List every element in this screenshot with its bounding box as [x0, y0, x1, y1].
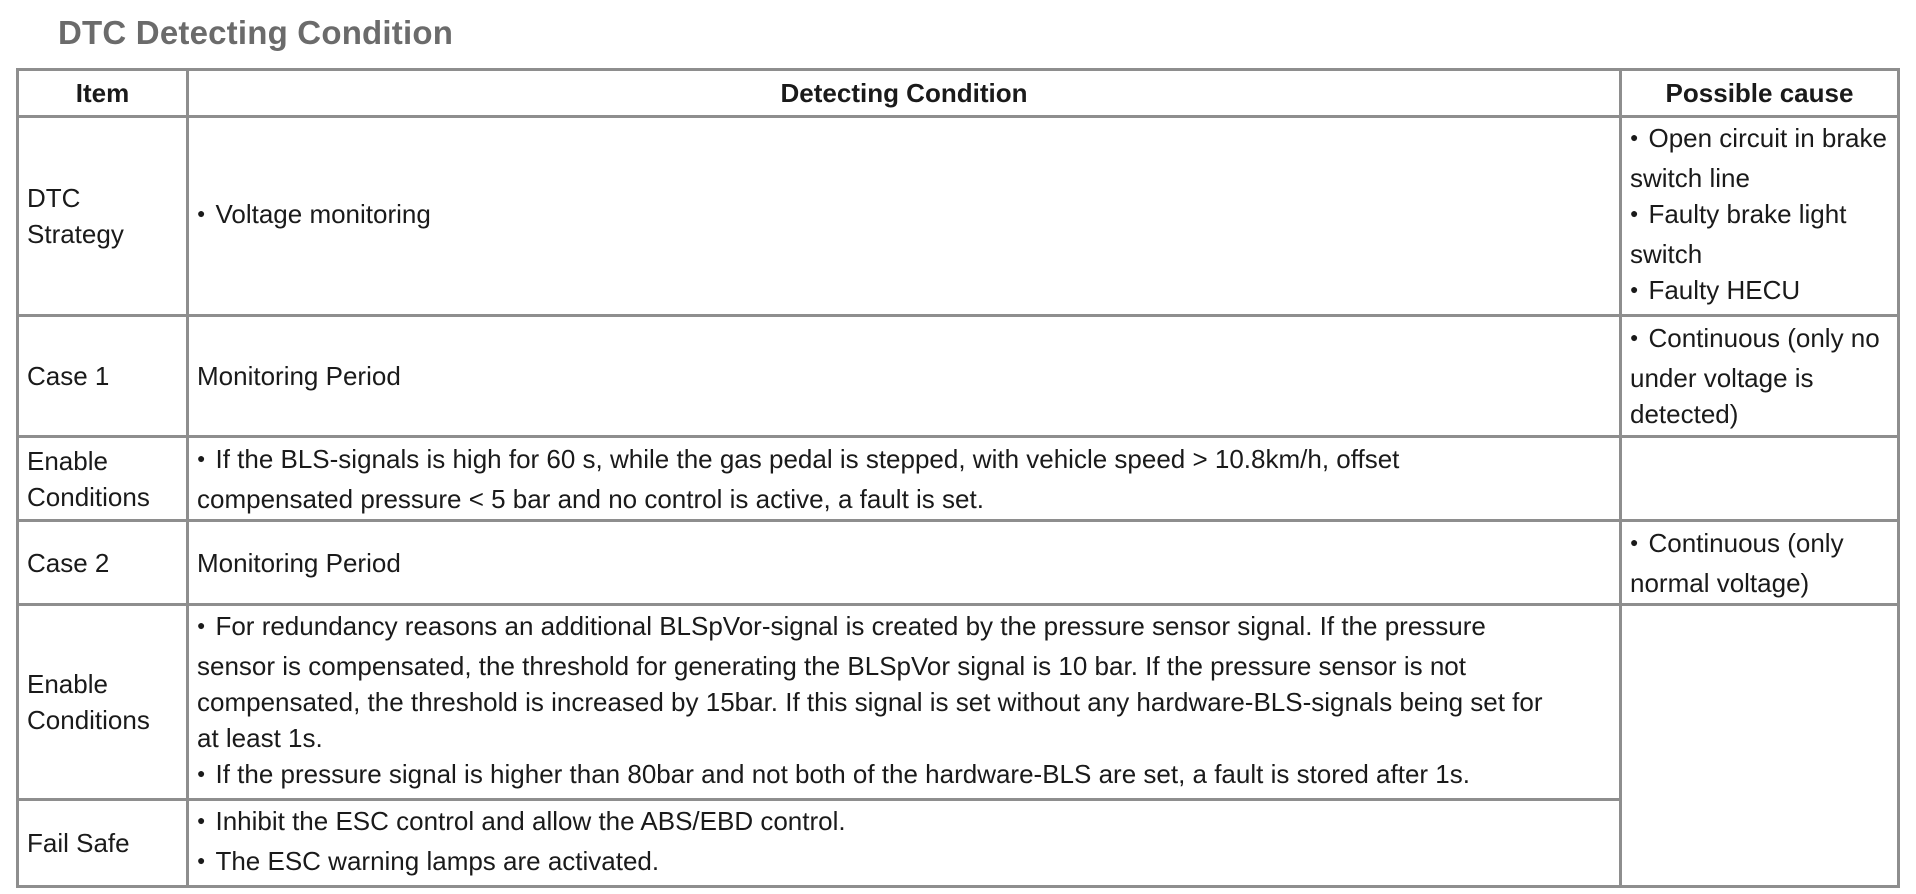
- cause-bullet: ● Continuous (only: [1630, 525, 1889, 565]
- dtc-condition-table: [16, 68, 1900, 888]
- cause-cell-empty: [1621, 437, 1899, 521]
- header-possible-cause: Possible cause: [1621, 70, 1899, 117]
- condition-bullet: ● Inhibit the ESC control and allow the ABS/EBD control.: [197, 803, 1611, 843]
- cause-bullet: ● Faulty brake light: [1630, 196, 1889, 236]
- condition-cell: [188, 437, 1621, 521]
- item-cell: Fail Safe: [18, 800, 188, 887]
- cause-bullet: ● Open circuit in brake: [1630, 120, 1889, 160]
- item-label-line1: Enable: [27, 445, 108, 476]
- header-item: Item: [18, 70, 188, 117]
- cause-cell: [1621, 117, 1899, 316]
- cause-cell: [1621, 316, 1899, 437]
- item-label-line2: Strategy: [27, 219, 124, 249]
- condition-bullet: ● For redundancy reasons an additional BLSpVor-signal is created by the pressure sensor signal. If the pressure: [197, 608, 1611, 648]
- item-label-line2: Conditions: [27, 705, 150, 735]
- item-cell: Case 1: [18, 316, 188, 437]
- condition-cell: [188, 605, 1621, 800]
- item-cell: [18, 437, 188, 521]
- table-row-fail-safe: [18, 800, 1899, 887]
- cause-continuation: detected): [1630, 399, 1739, 429]
- condition-bullet: ● The ESC warning lamps are activated.: [197, 843, 1611, 883]
- condition-continuation: sensor is compensated, the threshold for generating the BLSpVor signal is 10 bar. If the pressure sensor is not: [197, 651, 1466, 681]
- condition-cell: [188, 117, 1621, 316]
- header-row: [18, 70, 1899, 117]
- table-row-enable-conditions-2: [18, 605, 1899, 800]
- cause-cell: [1621, 521, 1899, 605]
- condition-bullet: ● If the BLS-signals is high for 60 s, while the gas pedal is stepped, with vehicle speed > 10.8km/h, offset: [197, 441, 1611, 481]
- cause-bullet: ● Continuous (only no: [1630, 320, 1889, 360]
- cause-continuation: normal voltage): [1630, 567, 1810, 598]
- table-row-enable-conditions-1: [18, 437, 1899, 521]
- item-cell: [18, 605, 188, 800]
- item-label-line2: Conditions: [27, 481, 150, 512]
- condition-bullet: ● If the pressure signal is higher than 80bar and not both of the hardware-BLS are set, a fault is stored after 1s.: [197, 756, 1611, 796]
- condition-continuation: compensated, the threshold is increased by 15bar. If this signal is set without any hardware-BLS-signals being set for: [197, 687, 1543, 717]
- table-row-case-1: [18, 316, 1899, 437]
- condition-continuation: compensated pressure < 5 bar and no control is active, a fault is set.: [197, 483, 984, 514]
- item-cell: Case 2: [18, 521, 188, 605]
- item-cell: [18, 117, 188, 316]
- table-row-dtc-strategy: [18, 117, 1899, 316]
- cause-bullet: ● Faulty HECU: [1630, 272, 1889, 312]
- cause-continuation: under voltage is: [1630, 363, 1814, 393]
- header-detecting-condition: Detecting Condition: [188, 70, 1621, 117]
- item-label-line1: Enable: [27, 669, 108, 699]
- page-title: DTC Detecting Condition: [58, 14, 454, 51]
- condition-cell: Monitoring Period: [188, 521, 1621, 605]
- condition-continuation: at least 1s.: [197, 723, 323, 753]
- item-label-line1: DTC: [27, 183, 81, 213]
- cause-cell-empty: [1621, 605, 1899, 887]
- condition-cell: Monitoring Period: [188, 316, 1621, 437]
- cause-continuation: switch line: [1630, 163, 1750, 193]
- table-row-case-2: [18, 521, 1899, 605]
- cause-continuation: switch: [1630, 239, 1703, 269]
- condition-cell: [188, 800, 1621, 887]
- condition-bullet: ● Voltage monitoring: [197, 196, 1611, 236]
